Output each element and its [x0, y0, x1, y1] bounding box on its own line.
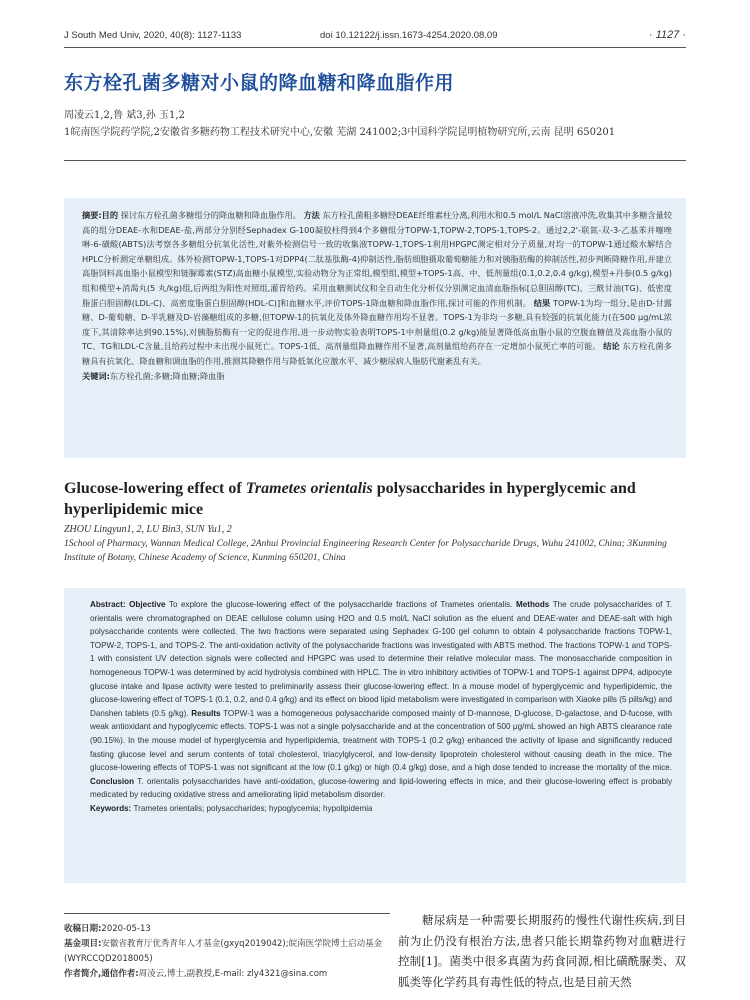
header-rule — [64, 47, 686, 48]
conclusion-label: 结论 — [603, 341, 620, 352]
affiliation-rule — [64, 160, 686, 161]
abstract-label: Abstract: — [90, 600, 126, 609]
title-part: Glucose-lowering effect of — [64, 480, 246, 497]
authors-chinese: 周凌云1,2,鲁 斌3,孙 玉1,2 — [64, 110, 185, 121]
abstract-label: 摘要: — [82, 210, 102, 220]
funding-text: 安徽省教育厅优秀青年人才基金(gxyq2019042);皖南医学院博士启动基金(WYRCCQD2018005) — [64, 939, 383, 964]
title-part: polysaccharides in hyperglycemic and hyperlipidemic mice — [64, 480, 636, 518]
conclusion-text: 东方栓孔菌多糖具有抗氧化、降血糖和调血脂的作用,推测其降糖作用与降低氧化应激水平、减少糖尿病人脂肪代谢紊乱有关。 — [82, 341, 672, 366]
authors-english: ZHOU Lingyun1, 2, LU Bin3, SUN Yu1, 2 — [64, 524, 232, 535]
conclusion-text: T. orientalis polysaccharides have anti-oxidation, glucose-lowering and lipid-lowering effects in mice, and their glucose-lowering effect is probably medicated by reducing oxidative stress and ameliorating lipid metabolism disorder. — [90, 776, 672, 800]
title-english — [64, 478, 686, 520]
footnote — [64, 922, 390, 982]
running-header — [64, 30, 686, 44]
received-label: 收稿日期: — [64, 924, 102, 934]
conclusion-label: Conclusion — [90, 776, 135, 786]
keywords-label: 关键词: — [82, 370, 110, 381]
affiliations-chinese: 1皖南医学院药学院,2安徽省多糖药物工程技术研究中心,安徽 芜湖 241002;3中国科学院昆明植物研究所,云南 昆明 650201 — [64, 127, 616, 138]
keywords-text: 东方栓孔菌;多糖;降血糖;降血脂 — [109, 370, 225, 381]
objective-label: Objective — [129, 600, 166, 609]
title-species: Trametes orientalis — [245, 480, 373, 497]
aim-text: 探讨东方栓孔菌多糖组分的降血糖和降血脂作用。 — [120, 210, 301, 220]
title-chinese: 东方栓孔菌多糖对小鼠的降血糖和降血脂作用 — [64, 72, 455, 94]
abstract-english — [64, 588, 686, 883]
keywords-text: Trametes orientalis; polysaccharides; hypoglycemia; hypolipidemia — [133, 803, 373, 813]
funding-label: 基金项目: — [64, 939, 102, 949]
method-text: 东方栓孔菌粗多糖经DEAE纤维素柱分离,利用水和0.5 mol/L NaCl溶液冲洗,收集其中多糖含量较高的组分DEAE-水和DEAE-盐,两部分分别经Sephadex G-100凝胶柱得到4个多糖组分TOPW-1,TOPW-2,TOPS-1,TOPS-2。通过2,2'-联氮-双-3-乙基苯并噻唑啉-6-磺酸(ABTS)法考察各多糖组分抗氧化活性,对紫外检测信号一致的收集液TOPW-1,TOPS-1利用HPGPC测定相对分子质量,对均一的TOPW-1通过酸水解结合HPLC分析测定单糖组成。体外检测TOPW-1,TOPS-1对DPP4(二肽基肽酶-4)抑制活性,脂肪细胞摄取葡萄糖能力和对胰脂肪酶的抑制活性,初步判断降糖作用,并建立高脂饲料高血脂小鼠模型和链脲霉素(STZ)高血糖小鼠模型,实验动物分为正常组,模型组,模型+TOPS-1高、中、低剂量组(0.1,0.2,0.4 g/kg),模型+丹参(0.5 g/kg)组和模型+消渴丸(5 丸/kg)组,后两组为阳性对照组,灌胃给药。采用血糖测试仪和全自动生化分析仪分别测定血清血脂指标[总胆固醇(TC)、三酰甘油(TG)、低密度脂蛋白胆固醇(LDL-C)、高密度脂蛋白胆固醇(HDL-C)]和血糖水平,评价TOPS-1降血糖和降血脂作用,探讨可能的作用机制。 — [82, 210, 673, 308]
page-number: · 1127 · — [648, 29, 686, 41]
results-label: Results — [191, 708, 221, 718]
methods-text: The crude polysaccharides of T. orientalis were chromatographed on DEAE cellulose column using H2O and 0.5 mol/L NaCl solution as the eluent and DEAE-water and DEAE-salt with high polysaccharide contents were collected. The two fractions were separated using Sephadex G-100 gel column to obtain 4 polysaccharide fractions TOPW-1, TOPW-2, TOPS-1, and TOPS-2. The anti-oxidation activity of the polysaccharide fractions was investigated with ABTS method. The fractions TOPW-1 and TOPS-1 with consistent UV detection signals were collected and HPGPC was used to determine their relative molecular mass. The monosaccharide composition in homogeneous TOPW-1 was determined by acid hydrolysis combined with HPLC. The in vitro inhibitory activities of TOPW-1 and TOPS-1 against DPP4, adipocyte glucose intake and lipase activity were tested to preliminarily assess their glucose-lowering effect. In a mouse model of hyperglycemic and hyperlipidemic, the glucose-lowering effect of TOPS-1 (0.1, 0.2, and 0.4 g/kg) and its effect on blood lipid metabolism were investigated in comparison with Xiaoke pills (5 pills/kg) and Danshen tablets (0.5 g/kg). — [90, 600, 673, 718]
results-text: TOPW-1 was a homogeneous polysaccharide composed mainly of D-mannose, D-glucose, D-galactose, and D-fucose, with weak antioxidant and hypoglycemic effects. TOPS-1 was not a single polysaccharide and at the concentration of 500 μg/mL showed an high ABTS clearance rate (90.15%). In the mouse model of hyperglycemia and hyperlipidemia, treatment with TOPS-1 (0.2 g/kg) enhanced the activity of lipase and significantly reduced fasting glucose level and serum contents of total cholesterol, triacylglycerol, and low-density lipoprotein cholesterol without causing death in the mice. The glucose-lowering effects of TOPS-1 was not significant at the low (0.1 g/kg) or high (0.4 g/kg) dose, and a high dose tended to increase the mortality of the mice. — [90, 708, 672, 773]
body-text: 糖尿病是一种需要长期服药的慢性代谢性疾病,到目前为止仍没有根治方法,患者只能长期靠药物对血糖进行控制[1]。菌类中很多真菌为药食同源,相比磺酰脲类、双胍类等化学药具有毒性低的特点,也是目前天然 — [398, 913, 686, 989]
objective-text: To explore the glucose-lowering effect of the polysaccharide fractions of Trametes orientalis. — [168, 600, 513, 609]
received-date: 2020-05-13 — [101, 924, 151, 934]
journal-citation: J South Med Univ, 2020, 40(8): 1127-1133 — [64, 30, 242, 41]
affiliations-english: 1School of Pharmacy, Wannan Medical College, 2Anhui Provincial Engineering Research Center for Polysaccharide Drugs, Wuhu 241002, China; 3Kunming Institute of Botany, Chinese Academy of Science, Kunming 650201, China — [64, 539, 667, 563]
doi: doi 10.12122/j.issn.1673-4254.2020.08.09 — [320, 30, 498, 41]
keywords-label: Keywords: — [90, 803, 132, 813]
abstract-chinese — [64, 198, 686, 458]
method-label: 方法 — [303, 210, 320, 220]
result-label: 结果 — [533, 297, 551, 308]
aim-label: 目的 — [101, 210, 119, 220]
methods-label: Methods — [516, 600, 550, 609]
author-label: 作者简介,通信作者: — [64, 969, 139, 979]
result-text: TOPW-1为均一组分,是由D-甘露糖、D-葡萄糖、D-半乳糖及D-岩藻糖组成的多糖,但TOPW-1的抗氧化及体外降血糖作用均不显著。TOPS-1为非均一多糖,具有较强的抗氧化能力(在500 μg/mL浓度下,其清除率达到90.15%),对胰脂肪酶有一定的促进作用,进一步动物实验表明TOPS-1中剂量组(0.2 g/kg)能显著降低高血脂小鼠的空腹血糖值及高血脂小鼠的TC、TG和LDL-C含量,且给药过程中未出现小鼠死亡。TOPS-1低、高剂量组降血糖作用不显著,高剂量组给药存在一定增加小鼠死亡率的可能。 — [82, 297, 672, 352]
footnote-rule — [64, 913, 390, 914]
author-info: 周凌云,博士,副教授,E-mail: zly4321@sina.com — [138, 969, 328, 979]
